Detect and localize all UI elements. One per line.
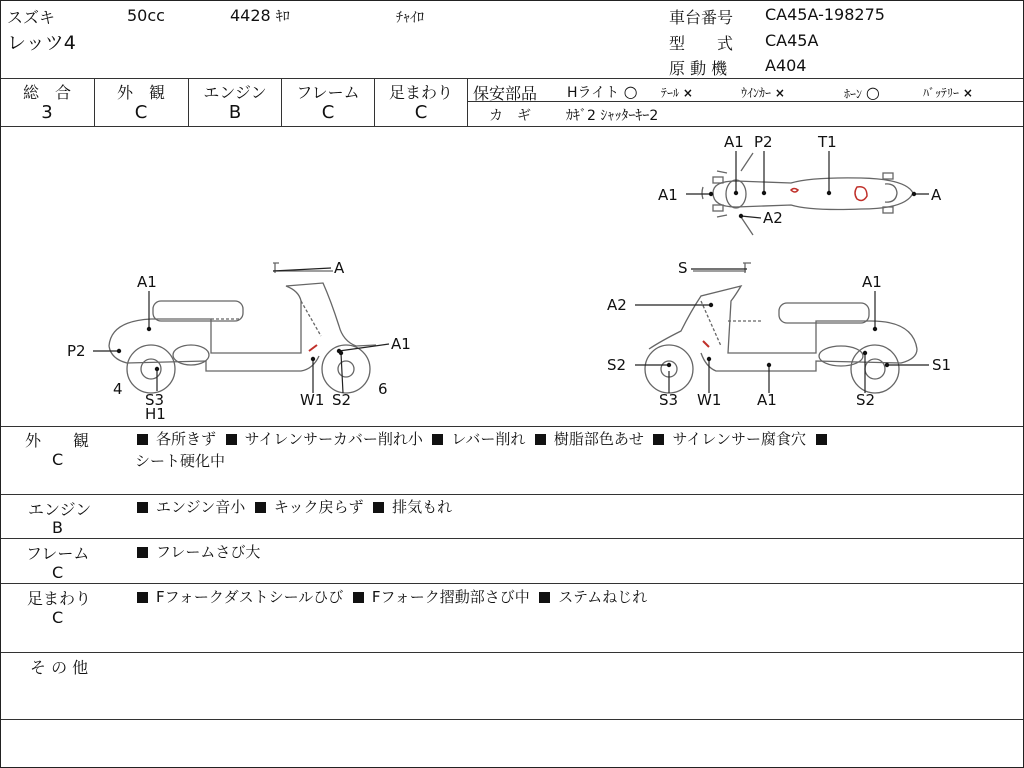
note-frame-grade: C (52, 563, 64, 582)
key-value: ｶｷﾞ2 ｼｬｯﾀｰｷｰ2 (566, 108, 659, 124)
note-exterior-grade: C (52, 450, 64, 469)
grade-frame-value: C (321, 102, 335, 123)
damage-mark-left (309, 345, 317, 351)
horn-mark: ○ (865, 83, 880, 102)
label-left-s3: S3 (145, 391, 165, 409)
frame-no-label: 車台番号 (669, 8, 734, 27)
note-engine-category: エンジン (28, 500, 92, 519)
note-item: ステムねじれ (558, 588, 648, 606)
label-top-a2: A2 (763, 209, 783, 227)
grade-suspension-label: 足まわり (388, 83, 453, 102)
note-item: エンジン音小 (156, 498, 246, 516)
note-exterior-items (137, 428, 835, 450)
divider (1, 538, 1023, 539)
label-left-6: 6 (378, 380, 388, 398)
grade-exterior-label: 外 観 (116, 83, 165, 102)
note-frame-category: フレーム (26, 544, 90, 563)
label-top-p2: P2 (754, 133, 773, 151)
bullet-icon (539, 592, 550, 603)
bullet-icon (137, 434, 148, 445)
safety-label: 保安部品 (473, 84, 538, 103)
scooter-top-view (702, 153, 913, 235)
winker-label: ｳｲﾝｶｰ (741, 86, 772, 100)
leader-lines (93, 151, 929, 393)
battery-mark: × (962, 86, 973, 100)
divider (1, 583, 1023, 584)
scooter-diagram (1, 127, 1023, 427)
note-item: 排気もれ (392, 498, 453, 516)
winker-item (741, 84, 785, 101)
bullet-icon (432, 434, 443, 445)
key-label: カ ギ (489, 108, 531, 124)
label-left-h1: H1 (145, 405, 166, 423)
horn-item (844, 83, 880, 102)
engine-label: 原 動 機 (669, 59, 728, 78)
note-item: 各所きず (156, 430, 217, 448)
bullet-icon (535, 434, 546, 445)
note-suspension-items (137, 586, 647, 608)
frame-no: CA45A-198275 (765, 5, 885, 24)
label-left-p2: P2 (67, 342, 86, 360)
divider (467, 78, 468, 126)
bullet-icon (653, 434, 664, 445)
label-left-4: 4 (113, 380, 123, 398)
displacement: 50cc (127, 6, 165, 25)
taillight-mark: × (682, 86, 693, 100)
note-exterior-category: 外 観 (25, 431, 90, 450)
note-item: Fフォーク摺動部さび中 (371, 588, 530, 606)
type-value: CA45A (765, 31, 819, 50)
horn-label: ﾎｰﾝ (844, 87, 863, 101)
type-label: 型 式 (669, 34, 734, 53)
divider (1, 426, 1023, 427)
note-item: フレームさび大 (156, 543, 261, 561)
grade-total-value: 3 (41, 102, 53, 123)
winker-mark: × (774, 86, 785, 100)
battery-item (923, 84, 973, 101)
note-other-category: そ の 他 (30, 658, 89, 677)
grade-total-label: 総 合 (22, 83, 71, 102)
note-item: サイレンサーカバー削れ小 (244, 430, 423, 448)
divider (1, 78, 1023, 79)
taillight-label: ﾃｰﾙ (661, 86, 680, 100)
headlight-mark: ○ (623, 82, 638, 101)
label-right-a1: A1 (862, 273, 882, 291)
label-top-t1: T1 (818, 133, 837, 151)
grade-engine-value: B (228, 102, 242, 123)
taillight-item (661, 84, 693, 101)
note-item: キック戻らず (273, 498, 364, 516)
bullet-icon (137, 592, 148, 603)
engine-value: A404 (765, 56, 807, 75)
label-left-w1: W1 (300, 391, 325, 409)
label-right-s2-bottom: S2 (856, 391, 876, 409)
bullet-icon (226, 434, 237, 445)
label-left-a: A (334, 259, 345, 277)
note-item: サイレンサー腐食穴 (672, 430, 807, 448)
grade-frame-label: フレーム (296, 83, 360, 102)
label-right-w1: W1 (697, 391, 722, 409)
note-suspension-category: 足まわり (27, 589, 92, 608)
damage-mark-right (703, 341, 709, 347)
label-left-s2: S2 (332, 391, 352, 409)
divider (1, 494, 1023, 495)
label-left-a1: A1 (137, 273, 157, 291)
bullet-icon (816, 434, 827, 445)
note-item: シート硬化中 (135, 452, 226, 470)
battery-label: ﾊﾞｯﾃﾘｰ (923, 86, 960, 100)
mileage-value: 4428 (230, 6, 271, 25)
note-suspension-grade: C (52, 608, 64, 627)
bullet-icon (137, 502, 148, 513)
label-top-a1-left: A1 (658, 186, 678, 204)
grade-exterior-value: C (134, 102, 148, 123)
marker-dots (117, 191, 916, 371)
grade-suspension-value: C (414, 102, 428, 123)
label-right-s: S (678, 259, 688, 277)
bullet-icon (255, 502, 266, 513)
note-engine-items (137, 496, 452, 518)
bullet-icon (353, 592, 364, 603)
note-item: レバー削れ (451, 430, 526, 448)
model-name: レッツ4 (7, 32, 76, 54)
label-right-s3: S3 (659, 391, 679, 409)
note-item: 樹脂部色あせ (553, 430, 644, 448)
body-color: ﾁｬｲﾛ (396, 10, 424, 26)
headlight-label: Hライト (567, 85, 620, 101)
headlight-item (567, 82, 638, 102)
diagram-labels (67, 133, 951, 423)
label-right-s2: S2 (607, 356, 627, 374)
label-right-s1: S1 (932, 356, 952, 374)
divider (1, 719, 1023, 720)
mileage (230, 6, 290, 26)
note-engine-grade: B (52, 518, 63, 537)
mileage-unit: ｷﾛ (275, 9, 290, 25)
label-right-a1-bottom: A1 (757, 391, 777, 409)
label-left-a1-right: A1 (391, 335, 411, 353)
label-right-a2: A2 (607, 296, 627, 314)
bullet-icon (137, 547, 148, 558)
bullet-icon (373, 502, 384, 513)
note-item: Fフォークダストシールひび (156, 588, 344, 606)
label-top-a: A (931, 186, 942, 204)
divider (467, 101, 1023, 102)
label-top-a1: A1 (724, 133, 744, 151)
divider (1, 652, 1023, 653)
note-frame-items (137, 541, 260, 563)
maker: スズキ (7, 8, 56, 27)
grade-engine-label: エンジン (203, 83, 267, 102)
